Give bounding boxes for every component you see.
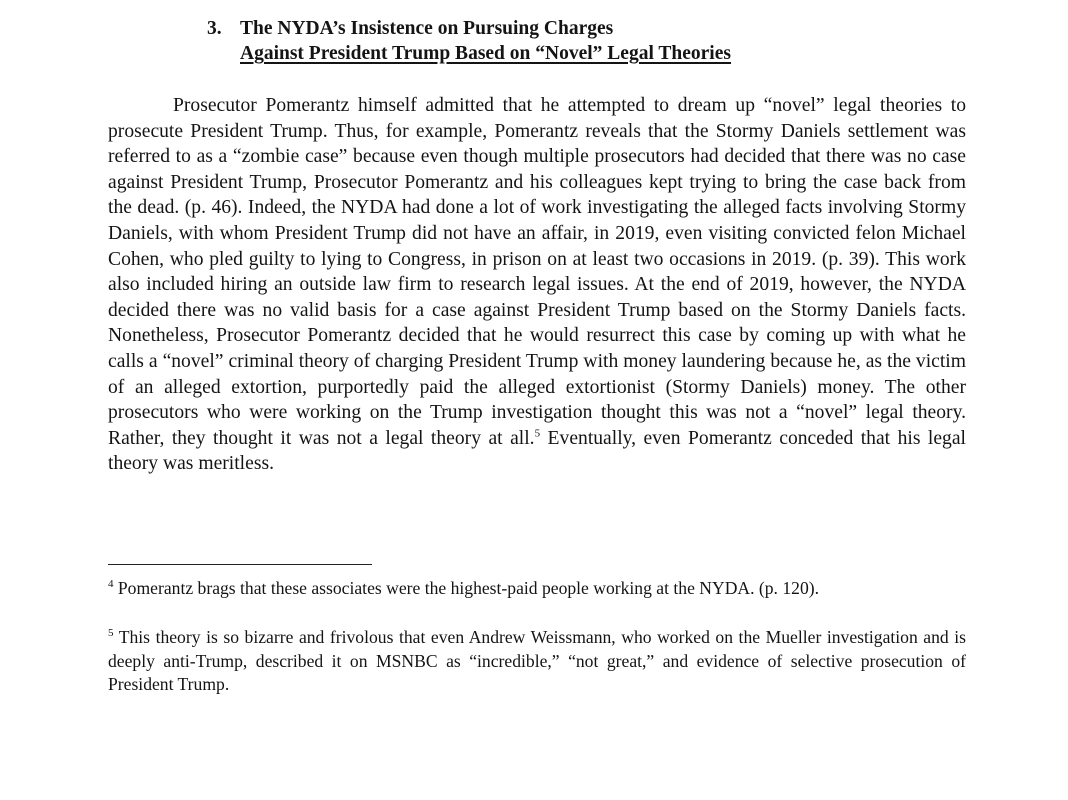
body-paragraph <box>108 93 966 477</box>
footnote-5-text: This theory is so bizarre and frivolous that even Andrew Weissmann, who worked on the Mueller investigation and is deeply anti-Trump, described it on MSNBC as “incredible,” “not great,” and evidence of selective prosecution of President Trump. <box>108 627 966 694</box>
section-title-line1: The NYDA’s Insistence on Pursuing Charges <box>240 18 614 39</box>
footnote-4-text: Pomerantz brags that these associates were the highest-paid people working at the NYDA. (p. 120). <box>113 578 820 598</box>
section-number: 3. <box>207 18 222 39</box>
footnote-divider <box>108 564 372 565</box>
footnote-4-marker: 4 <box>108 578 114 591</box>
footnote-4 <box>108 577 966 601</box>
body-paragraph-main: Prosecutor Pomerantz himself admitted that he attempted to dream up “novel” legal theories to prosecute President Trump. Thus, for example, Pomerantz reveals that the Stormy Daniels settlement was referred to as a “zombie case” because even though multiple prosecutors had decided that there was no case against President Trump, Prosecutor Pomerantz and his colleagues kept trying to bring the case back from the dead. (p. 46). Indeed, the NYDA had done a lot of work investigating the alleged facts involving Stormy Daniels, with whom President Trump did not have an affair, in 2019, even visiting convicted felon Michael Cohen, who pled guilty to lying to Congress, in prison on at least two occasions in 2019. (p. 39). This work also included hiring an outside law firm to research legal issues. At the end of 2019, however, the NYDA decided there was no valid basis for a case against President Trump based on the Stormy Daniels facts. Nonetheless, Prosecutor Pomerantz decided that he would resurrect this case by coming up with what he calls a “novel” criminal theory of charging President Trump with money laundering because he, as the victim of an alleged extortion, purportedly paid the alleged extortionist (Stormy Daniels) money. The other prosecutors who were working on the Trump investigation thought this was not a “novel” legal theory. Rather, they thought it was not a legal theory at all. <box>108 95 966 449</box>
section-title-line2: Against President Trump Based on “Novel” Legal Theories <box>240 43 731 64</box>
section-heading-line1 <box>207 16 847 41</box>
section-heading <box>207 16 847 66</box>
body-paragraph-tail: Eventually, even Pomerantz conceded that his legal theory was meritless. <box>108 427 966 475</box>
footnote-reference-5: 5 <box>534 427 541 440</box>
footnote-5 <box>108 626 966 697</box>
footnote-5-marker: 5 <box>108 627 114 640</box>
